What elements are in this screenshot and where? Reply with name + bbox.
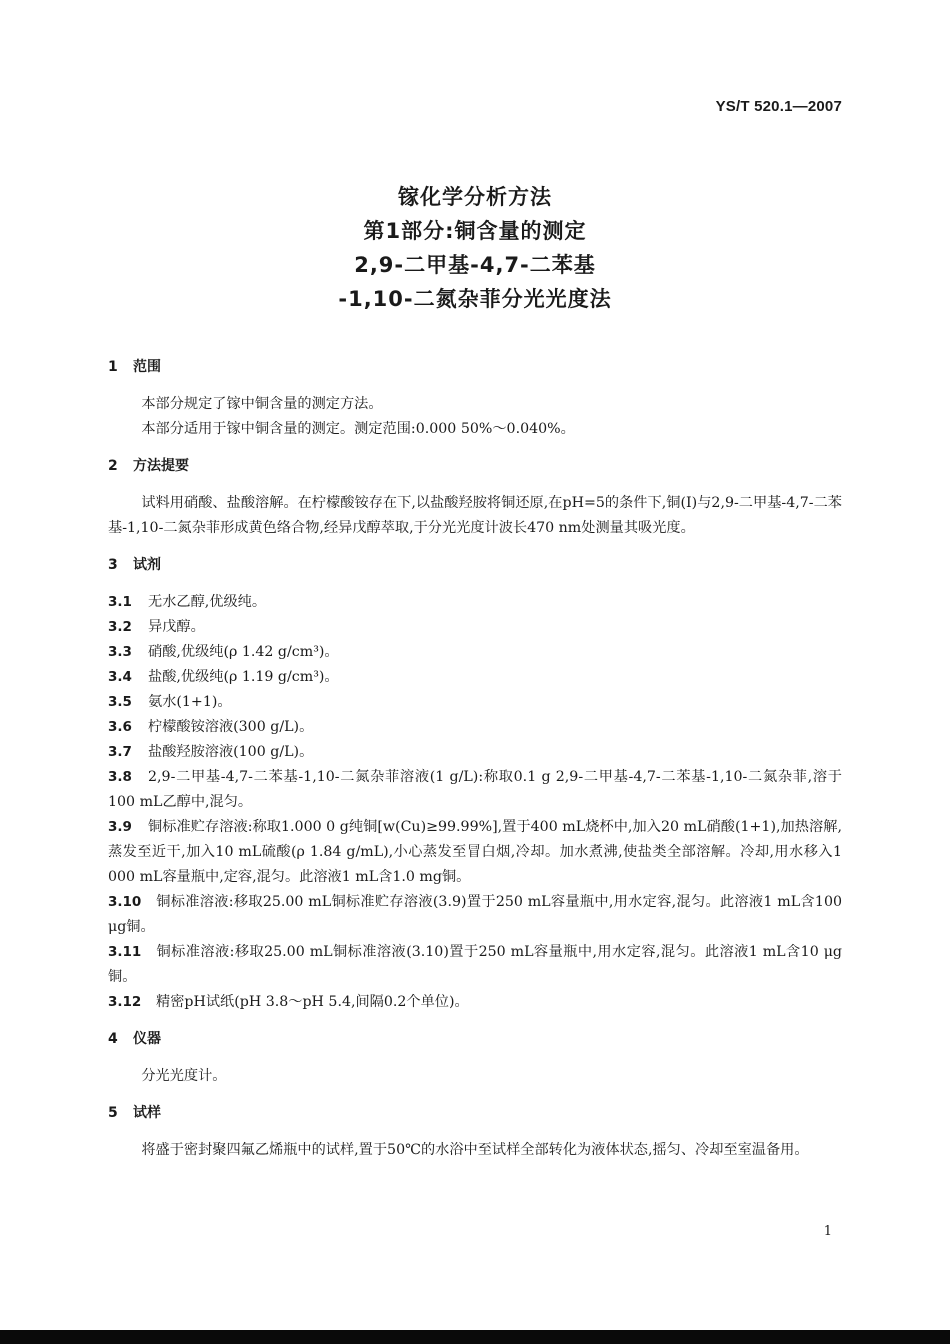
section-number: 4 xyxy=(108,1031,118,1047)
section-3-heading xyxy=(108,553,842,578)
title-line-2: 第1部分:铜含量的测定 xyxy=(363,219,587,243)
item-text: 盐酸羟胺溶液(100 g/L)。 xyxy=(148,744,314,760)
section-number: 2 xyxy=(108,458,118,474)
section-1-heading xyxy=(108,355,842,380)
item-text: 精密pH试纸(pH 3.8～pH 5.4,间隔0.2个单位)。 xyxy=(156,994,469,1010)
section-2-heading xyxy=(108,454,842,479)
item-text: 2,9-二甲基-4,7-二苯基-1,10-二氮杂菲溶液(1 g/L):称取0.1 g 2,9-二甲基-4,7-二苯基-1,10-二氮杂菲,溶于100 mL乙醇中,混匀。 xyxy=(108,769,842,810)
section-number: 3 xyxy=(108,557,118,573)
document-body xyxy=(108,355,842,1163)
section-title: 试剂 xyxy=(133,557,161,573)
reagent-item xyxy=(108,765,842,815)
standard-code: YS/T 520.1—2007 xyxy=(715,98,842,115)
section-number: 1 xyxy=(108,359,118,375)
paragraph: 本部分适用于镓中铜含量的测定。测定范围:0.000 50%～0.040%。 xyxy=(141,421,575,437)
item-number: 3.1 xyxy=(108,594,132,610)
document-title xyxy=(0,180,950,316)
item-text: 柠檬酸铵溶液(300 g/L)。 xyxy=(148,719,314,735)
item-text: 铜标准溶液:移取25.00 mL铜标准贮存溶液(3.9)置于250 mL容量瓶中,用水定容,混匀。此溶液1 mL含100 μg铜。 xyxy=(108,894,842,935)
reagent-item xyxy=(108,990,842,1015)
title-line-3: 2,9-二甲基-4,7-二苯基 xyxy=(354,253,596,277)
item-text: 铜标准贮存溶液:称取1.000 0 g纯铜[w(Cu)≥99.99%],置于400 mL烧杯中,加入20 mL硝酸(1+1),加热溶解,蒸发至近干,加入10 mL硫酸(ρ 1.84 g/mL),小心蒸发至冒白烟,冷却。加水煮沸,使盐类全部溶解。冷却,用水移入1 000 mL容量瓶中,定容,混匀。此溶液1 mL含1.0 mg铜。 xyxy=(108,819,842,885)
section-title: 方法提要 xyxy=(133,458,189,474)
paragraph: 试料用硝酸、盐酸溶解。在柠檬酸铵存在下,以盐酸羟胺将铜还原,在pH=5的条件下,铜(Ⅰ)与2,9-二甲基-4,7-二苯基-1,10-二氮杂菲形成黄色络合物,经异戊醇萃取,于分光光度计波长470 nm处测量其吸光度。 xyxy=(108,495,842,536)
item-text: 铜标准溶液:移取25.00 mL铜标准溶液(3.10)置于250 mL容量瓶中,用水定容,混匀。此溶液1 mL含10 μg铜。 xyxy=(108,944,842,985)
item-number: 3.7 xyxy=(108,744,132,760)
paragraph: 将盛于密封聚四氟乙烯瓶中的试样,置于50℃的水浴中至试样全部转化为液体状态,摇匀、冷却至室温备用。 xyxy=(141,1142,809,1158)
reagent-item xyxy=(108,715,842,740)
item-number: 3.4 xyxy=(108,669,132,685)
item-number: 3.12 xyxy=(108,994,142,1010)
item-number: 3.10 xyxy=(108,894,142,910)
section-number: 5 xyxy=(108,1105,118,1121)
section-title: 仪器 xyxy=(133,1031,161,1047)
reagent-item xyxy=(108,940,842,990)
reagent-item xyxy=(108,640,842,665)
item-number: 3.6 xyxy=(108,719,132,735)
item-number: 3.5 xyxy=(108,694,132,710)
reagent-item xyxy=(108,815,842,890)
reagent-item xyxy=(108,615,842,640)
section-4-heading xyxy=(108,1027,842,1052)
section-title: 范围 xyxy=(133,359,161,375)
reagent-item xyxy=(108,890,842,940)
bottom-border xyxy=(0,1330,950,1344)
item-number: 3.3 xyxy=(108,644,132,660)
item-number: 3.2 xyxy=(108,619,132,635)
reagent-item xyxy=(108,690,842,715)
item-number: 3.8 xyxy=(108,769,132,785)
paragraph: 本部分规定了镓中铜含量的测定方法。 xyxy=(141,396,383,412)
item-text: 氨水(1+1)。 xyxy=(148,694,232,710)
title-line-4: -1,10-二氮杂菲分光光度法 xyxy=(338,287,612,311)
item-number: 3.11 xyxy=(108,944,142,960)
item-text: 硝酸,优级纯(ρ 1.42 g/cm³)。 xyxy=(148,644,339,660)
item-text: 无水乙醇,优级纯。 xyxy=(148,594,267,610)
reagent-item xyxy=(108,665,842,690)
item-number: 3.9 xyxy=(108,819,132,835)
title-line-1: 镓化学分析方法 xyxy=(398,185,552,209)
item-text: 异戊醇。 xyxy=(148,619,205,635)
paragraph: 分光光度计。 xyxy=(141,1068,227,1084)
section-5-heading xyxy=(108,1101,842,1126)
reagent-item xyxy=(108,590,842,615)
item-text: 盐酸,优级纯(ρ 1.19 g/cm³)。 xyxy=(148,669,339,685)
section-title: 试样 xyxy=(133,1105,161,1121)
page-number: 1 xyxy=(823,1224,832,1239)
reagent-item xyxy=(108,740,842,765)
